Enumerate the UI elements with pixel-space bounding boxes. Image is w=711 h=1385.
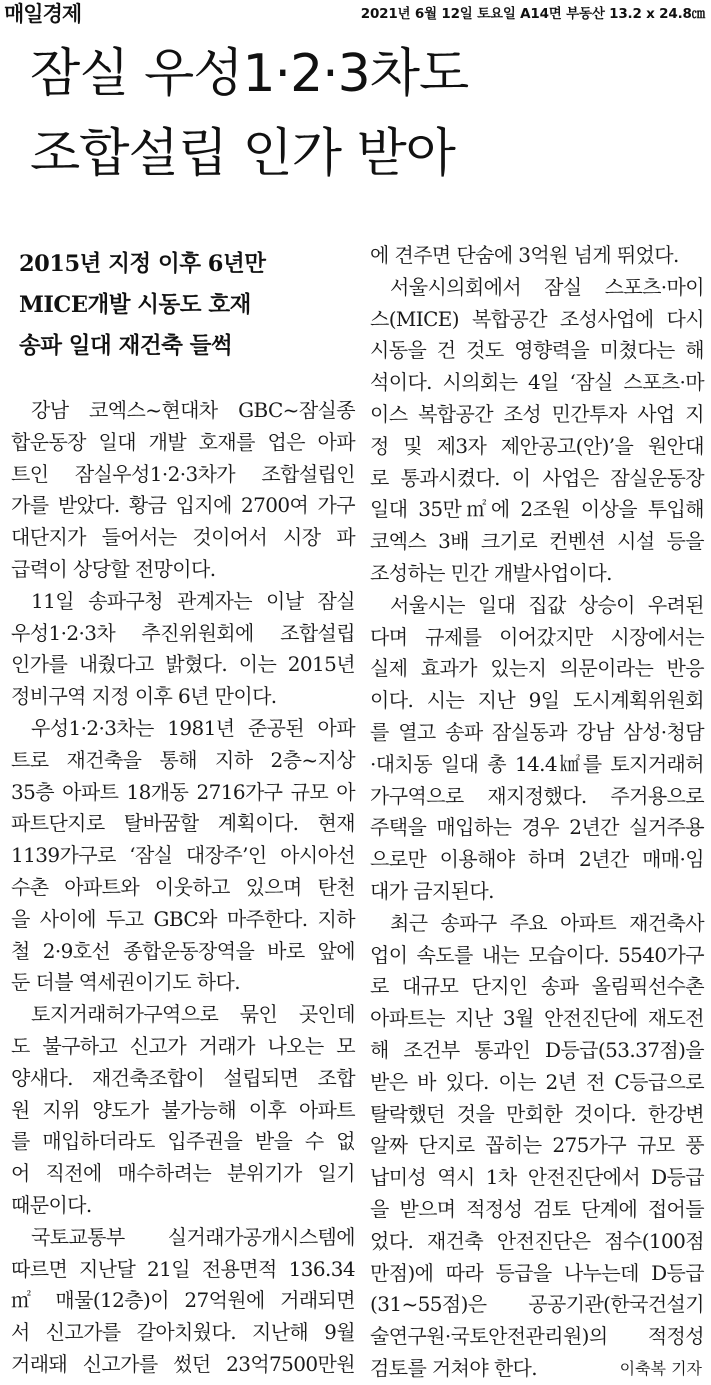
- article-closing-line: [370, 1353, 704, 1385]
- body-text-line: 양새다. 재건축조합이 설립되면 조합: [11, 1065, 355, 1090]
- subheadline-line: MICE개발 시동도 호재: [19, 292, 251, 318]
- article-body-right: [370, 240, 704, 1353]
- body-text-line: 시동을 건 것도 영향력을 미쳤다는 해: [370, 338, 704, 363]
- subheadline: [19, 244, 355, 367]
- body-text-line: ㎡ 매물(12층)이 27억원에 거래되면: [11, 1288, 355, 1313]
- body-text-line: 수촌 아파트와 이웃하고 있으며 탄천: [11, 874, 355, 899]
- body-text-line: 로 대규모 단지인 송파 올림픽선수촌: [370, 974, 704, 999]
- body-text-line: 서울시의회에서 잠실 스포츠·마이: [390, 274, 704, 299]
- body-text-line: 파트단지로 탈바꿈할 계획이다. 현재: [11, 811, 355, 836]
- body-text-line: 둔 더블 역세권이기도 하다.: [11, 970, 240, 995]
- body-text-line: 서울시는 일대 집값 상승이 우려된: [390, 592, 704, 617]
- body-text-line: 따르면 지난달 21일 전용면적 136.34: [11, 1256, 355, 1281]
- body-text-line: 국토교통부 실거래가공개시스템에: [31, 1224, 355, 1249]
- body-text-line: 합운동장 일대 개발 호재를 업은 아파: [11, 429, 355, 454]
- body-text-line: 이스 복합공간 조성 민간투자 사업 지: [370, 401, 704, 426]
- body-text-line: 트인 잠실우성1·2·3차가 조합설립인: [11, 461, 355, 486]
- body-text-line: 만점)에 따라 등급을 나누는데 D등급: [370, 1260, 704, 1285]
- article-column-right: [370, 240, 704, 1385]
- article-body-left: [11, 395, 355, 1381]
- masthead: [0, 0, 711, 28]
- body-text-line: 가구역으로 재지정했다. 주거용으로: [370, 783, 704, 808]
- subheadline-line: 송파 일대 재건축 들썩: [19, 333, 233, 359]
- body-text-line: 업이 속도를 내는 모습이다. 5540가구: [370, 942, 704, 967]
- body-text-line: 을 사이에 두고 GBC와 마주한다. 지하: [11, 906, 355, 931]
- body-text-line: 다며 규제를 이어갔지만 시장에서는: [370, 624, 704, 649]
- body-text-line: 주택을 매입하는 경우 2년간 실거주용: [370, 815, 704, 840]
- body-text-line: 실제 효과가 있는지 의문이라는 반응: [370, 656, 704, 681]
- body-text-line: 해 조건부 통과인 D등급(53.37점)을: [370, 1037, 704, 1062]
- body-text-line: 에 견주면 단숨에 3억원 넘게 뛰었다.: [370, 243, 679, 267]
- body-text-line: 를 매입하더라도 입주권을 받을 수 없: [11, 1129, 355, 1154]
- body-text-line: 을 받으며 적정성 검토 단계에 접어들: [370, 1196, 704, 1221]
- body-text-line: 아파트는 지난 3월 안전진단에 재도전: [370, 1006, 704, 1031]
- body-text-line: 서 신고가를 갈아치웠다. 지난해 9월: [11, 1320, 355, 1345]
- body-text-line: 토지거래허가구역으로 묶인 곳인데: [31, 1002, 355, 1027]
- body-text-line: 석이다. 시의회는 4일 ‘잠실 스포츠·마: [370, 370, 704, 395]
- headline-line-2: 조합설립 인가 받아: [30, 124, 455, 184]
- body-text-line: 원 지위 양도가 불가능해 이후 아파트: [11, 1097, 355, 1122]
- body-text-line: 도 불구하고 신고가 거래가 나오는 모: [11, 1033, 355, 1058]
- body-text-line: 정비구역 지정 이후 6년 만이다.: [11, 684, 277, 709]
- body-text-line: 트로 재건축을 통해 지하 2층~지상: [11, 747, 355, 772]
- body-text-line: 대단지가 들어서는 것이어서 시장 파: [11, 525, 355, 550]
- body-text-line: 어 직전에 매수하려는 분위기가 일기: [11, 1161, 355, 1186]
- body-text-line: 었다. 재건축 안전진단은 점수(100점: [370, 1228, 704, 1253]
- body-text-line: 알짜 단지로 꼽히는 275가구 규모 풍: [370, 1133, 704, 1158]
- body-text-line: 일대 35만㎡에 2조원 이상을 투입해: [370, 497, 704, 522]
- body-text-line: 를 열고 송파 잠실동과 강남 삼성·청담: [370, 719, 704, 744]
- body-text-line: 최근 송파구 주요 아파트 재건축사: [390, 910, 704, 935]
- body-text-line: 술연구원·국토안전관리원)의 적정성: [370, 1324, 704, 1349]
- body-text-line: 철 2·9호선 종합운동장역을 바로 앞에: [11, 938, 355, 963]
- subheadline-line: 2015년 지정 이후 6년만: [19, 251, 266, 277]
- body-text-line: 인가를 내줬다고 밝혔다. 이는 2015년: [11, 652, 355, 677]
- headline: [30, 34, 690, 194]
- body-text-line: 1139가구로 ‘잠실 대장주’인 아시아선: [11, 843, 355, 868]
- body-text-line: 우성1·2·3차 추진위원회에 조합설립: [11, 620, 355, 645]
- body-text-line: 가를 받았다. 황금 입지에 2700여 가구: [11, 493, 355, 518]
- body-text-line: 탈락했던 것을 만회한 것이다. 한강변: [370, 1101, 704, 1126]
- body-text-line: 조성하는 민간 개발사업이다.: [370, 560, 612, 585]
- body-text-line: 우성1·2·3차는 1981년 준공된 아파: [31, 715, 355, 740]
- body-text-line: 대가 금지된다.: [370, 878, 494, 903]
- body-text-line: 정 및 제3자 제안공고(안)’을 원안대: [370, 433, 704, 458]
- body-text-line: 이다. 시는 지난 9일 도시계획위원회: [370, 688, 704, 713]
- body-text-line: 11일 송파구청 관계자는 이날 잠실: [31, 588, 355, 613]
- body-text-line: ·대치동 일대 총 14.4㎢를 토지거래허: [370, 751, 704, 776]
- body-text-line: 35층 아파트 18개동 2716가구 규모 아: [11, 779, 355, 804]
- newspaper-name: 매일경제: [4, 2, 82, 26]
- body-text-line: 거래돼 신고가를 썼던 23억7500만원: [11, 1351, 355, 1376]
- body-text-line: 강남 코엑스~현대차 GBC~잠실종: [31, 398, 355, 422]
- article-last-line: 검토를 거쳐야 한다.: [370, 1355, 538, 1380]
- body-text-line: 코엑스 3배 크기로 컨벤션 시설 등을: [370, 529, 704, 554]
- body-text-line: 으로만 이용해야 하며 2년간 매매·임: [370, 847, 704, 872]
- body-text-line: (31~55점)은 공공기관(한국건설기: [370, 1292, 704, 1317]
- headline-line-1: 잠실 우성1·2·3차도: [30, 44, 469, 104]
- byline: 이축복 기자: [619, 1358, 702, 1378]
- body-text-line: 급력이 상당할 전망이다.: [11, 556, 216, 581]
- body-text-line: 때문이다.: [11, 1192, 92, 1217]
- body-text-line: 로 통과시켰다. 이 사업은 잠실운동장: [370, 465, 704, 490]
- article-column-left: [11, 240, 355, 1381]
- body-text-line: 스(MICE) 복합공간 조성사업에 다시: [370, 306, 704, 331]
- body-text-line: 받은 바 있다. 이는 2년 전 C등급으로: [370, 1069, 704, 1094]
- body-text-line: 납미성 역시 1차 안전진단에서 D등급: [370, 1165, 704, 1190]
- issue-info: 2021년 6월 12일 토요일 A14면 부동산 13.2 x 24.8㎝: [360, 6, 705, 22]
